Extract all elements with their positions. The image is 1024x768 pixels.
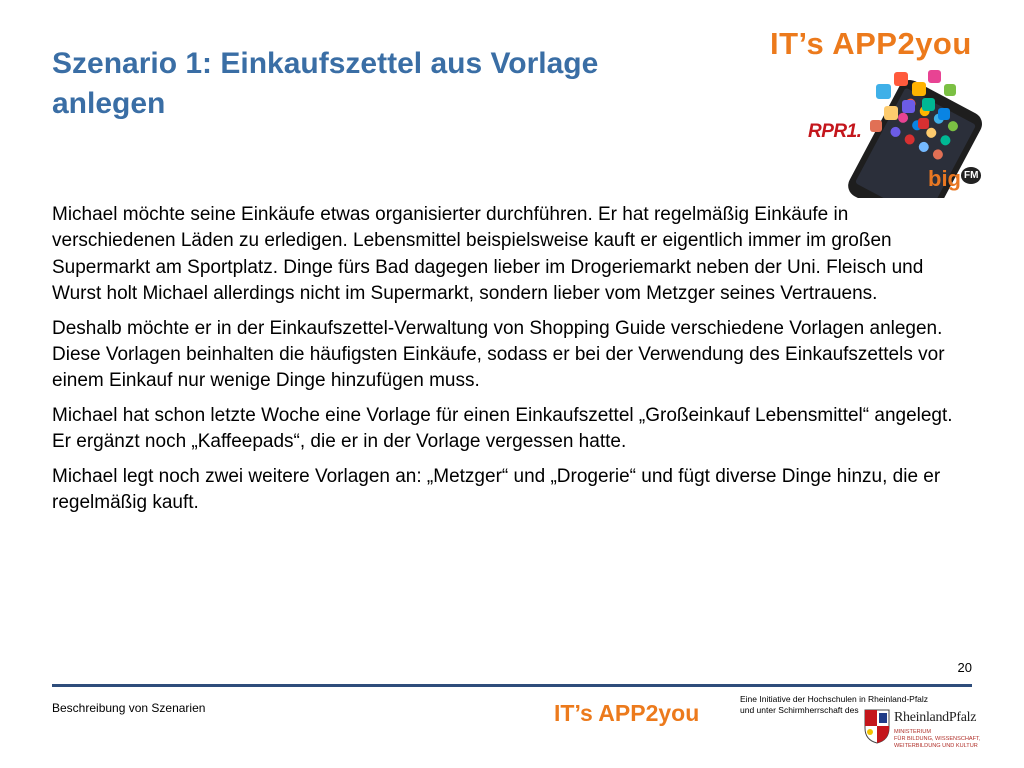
footer-its-app2you-logo: IT’s APP2you bbox=[554, 700, 700, 726]
bigfm-logo bbox=[928, 166, 981, 192]
rheinland-pfalz-crest-icon bbox=[864, 708, 890, 744]
scenario-description bbox=[52, 202, 957, 524]
paragraph-2: Deshalb möchte er in der Einkaufszettel-Verwaltung von Shopping Guide verschiedene Vorlagen anlegen. Diese Vorlagen beinhalten die häufigsten Einkäufe, sodass er bei der Verwendung des Einkaufszettels vor einem Einkauf nur wenige Dinge hinzufügen muss. bbox=[52, 317, 945, 392]
footer-section-label: Beschreibung von Szenarien bbox=[52, 701, 206, 715]
logo-wordmark: IT’s APP2you bbox=[770, 26, 972, 61]
initiative-line-2: und unter Schirmherrschaft des bbox=[740, 705, 859, 715]
ministry-label bbox=[894, 729, 984, 750]
ministry-line-3: WEITERBILDUNG UND KULTUR bbox=[894, 743, 978, 749]
ministry-line-1: MINISTERIUM bbox=[894, 729, 931, 735]
paragraph-3: Michael hat schon letzte Woche eine Vorlage für einen Einkaufszettel „Großeinkauf Lebensmittel“ angelegt. Er ergänzt noch „Kaffeepads“, die er in der Vorlage vergessen hatte. bbox=[52, 404, 953, 453]
footer-divider bbox=[52, 684, 972, 687]
page-number: 20 bbox=[957, 660, 972, 675]
paragraph-1: Michael möchte seine Einkäufe etwas organisierter durchführen. Er hat regelmäßig Einkäufe in verschiedenen Läden zu erledigen. Lebensmittel beispielsweise kauft er eigentlich immer im großen Supermarkt am Sportplatz. Dinge fürs Bad dagegen lieber im Drogeriemarkt neben der Uni. Fleisch und Wurst holt Michael allerdings nicht im Supermarkt, sondern lieber vom Metzger seines Vertrauens. bbox=[52, 204, 924, 305]
slide-title bbox=[52, 44, 732, 124]
bigfm-big-text: big bbox=[928, 166, 961, 191]
ministry-line-2: FÜR BILDUNG, WISSENSCHAFT, bbox=[894, 736, 981, 742]
rpr1-logo: RPR1. bbox=[808, 121, 862, 142]
slide-title-line-1: Szenario 1: Einkaufszettel aus Vorlage bbox=[52, 47, 599, 80]
bigfm-fm-badge: FM bbox=[961, 167, 981, 184]
rheinland-pfalz-wordmark: RheinlandPfalz bbox=[894, 710, 977, 725]
slide-title-line-2: anlegen bbox=[52, 87, 166, 120]
its-app2you-logo bbox=[766, 26, 996, 198]
paragraph-4: Michael legt noch zwei weitere Vorlagen an: „Metzger“ und „Drogerie“ und fügt diverse Dinge hinzu, die er regelmäßig kauft. bbox=[52, 465, 941, 514]
initiative-line-1: Eine Initiative der Hochschulen in Rheinland-Pfalz bbox=[740, 694, 929, 704]
